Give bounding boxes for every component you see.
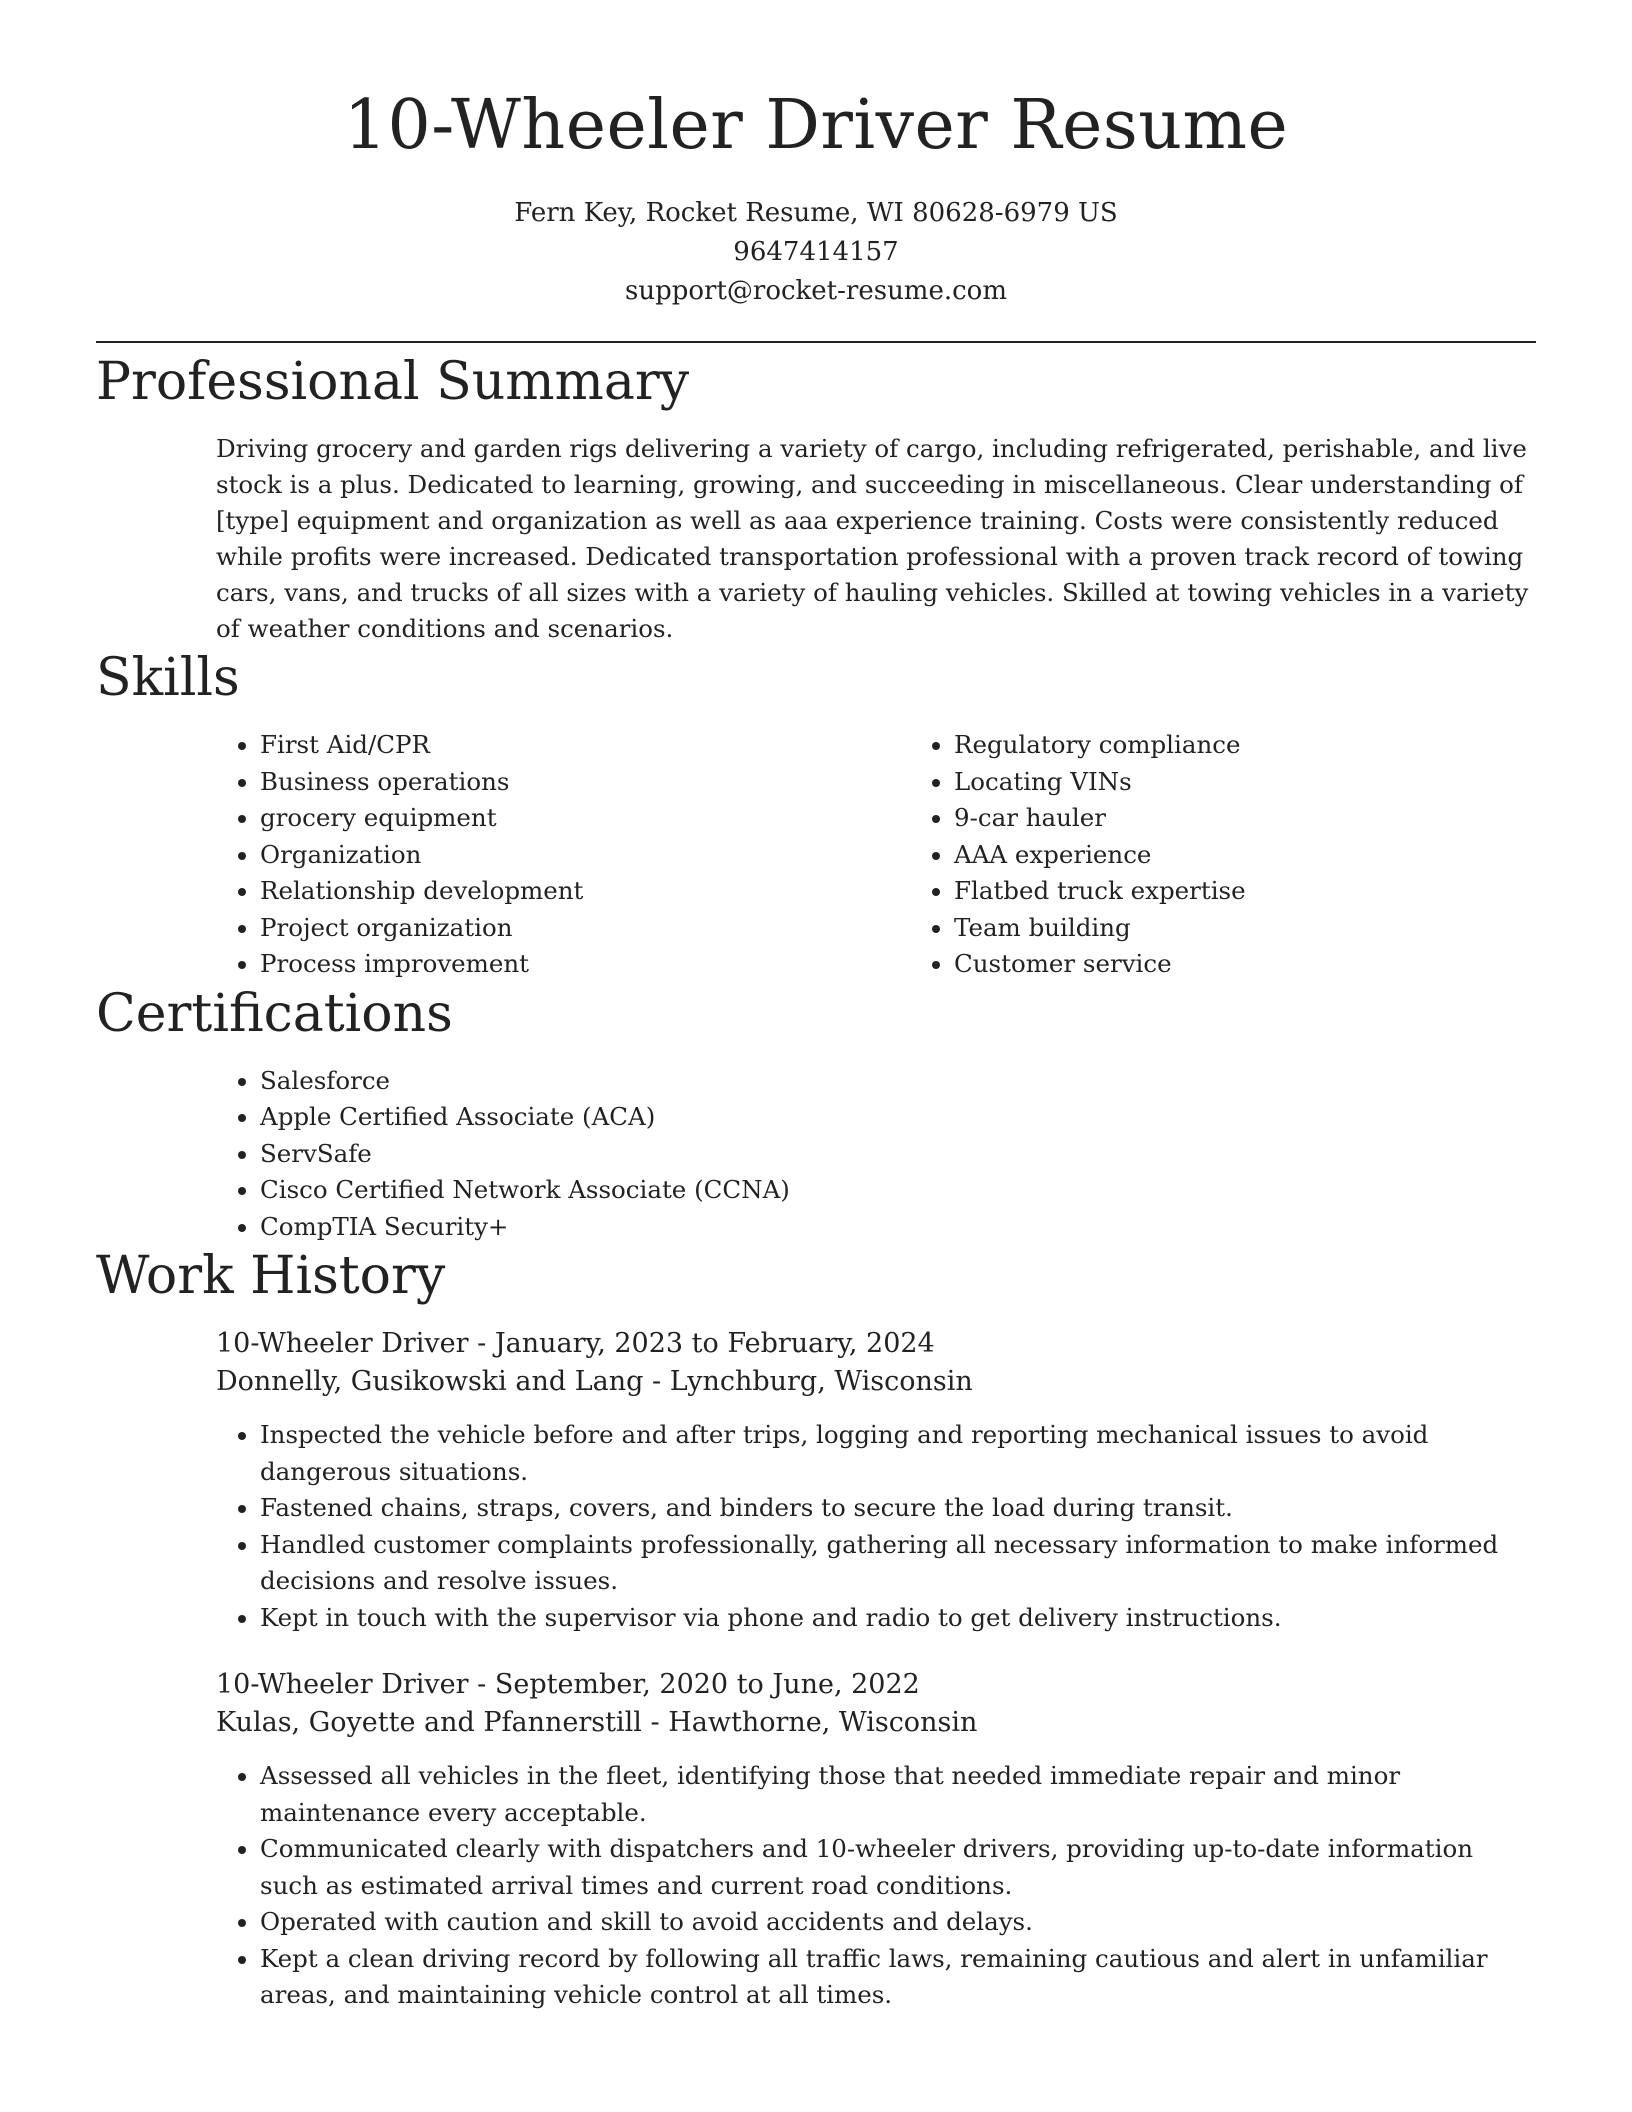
job-location: Hawthorne, Wisconsin	[668, 1707, 978, 1738]
certifications-list	[216, 1063, 1536, 1246]
skill-item: • Regulatory compliance	[954, 727, 1536, 764]
job-bullet: • Inspected the vehicle before and after trips, logging and reporting mechanical issues to avoid dangerous situations.	[260, 1417, 1536, 1490]
certification-item: • Salesforce	[260, 1063, 1536, 1100]
job-bullet: • Operated with caution and skill to avoid accidents and delays.	[260, 1904, 1536, 1941]
certification-item: • Apple Certified Associate (ACA)	[260, 1099, 1536, 1136]
resume-header	[96, 0, 1536, 311]
job-company-line	[216, 1704, 1536, 1742]
job-bullet: • Assessed all vehicles in the fleet, identifying those that needed immediate repair and minor maintenance every acceptable.	[260, 1758, 1536, 1831]
separator: -	[643, 1366, 670, 1397]
skill-item: • First Aid/CPR	[260, 727, 910, 764]
skill-item: • Locating VINs	[954, 764, 1536, 801]
contact-block	[96, 194, 1536, 311]
work-history-heading: Work History	[96, 1246, 446, 1306]
skill-item: • 9-car hauler	[954, 800, 1536, 837]
job-location: Lynchburg, Wisconsin	[669, 1366, 973, 1397]
skills-list-left	[216, 727, 910, 983]
certification-item: • CompTIA Security+	[260, 1209, 1536, 1246]
job-bullet: • Handled customer complaints professionally, gathering all necessary information to make informed decisions and resolve issues.	[260, 1527, 1536, 1600]
resume-title: 10-Wheeler Driver Resume	[343, 86, 1289, 165]
skill-item: • Relationship development	[260, 873, 910, 910]
skill-item: • Project organization	[260, 910, 910, 947]
job-title-line	[216, 1325, 1536, 1363]
certification-item: • ServSafe	[260, 1136, 1536, 1173]
job-entry	[216, 1666, 1536, 2014]
certifications-block	[216, 1063, 1536, 1246]
job-bullets	[216, 1417, 1536, 1636]
job-entry	[216, 1325, 1536, 1636]
job-dates: January, 2023 to February, 2024	[494, 1328, 935, 1359]
skill-item: • Process improvement	[260, 946, 910, 983]
separator: -	[468, 1669, 495, 1700]
contact-phone: 9647414157	[733, 237, 899, 267]
job-bullets	[216, 1758, 1536, 2014]
separator: -	[641, 1707, 669, 1738]
skill-item: • Business operations	[260, 764, 910, 801]
certifications-heading: Certifications	[96, 983, 453, 1044]
skill-item: • Flatbed truck expertise	[954, 873, 1536, 910]
skill-item: • grocery equipment	[260, 800, 910, 837]
skills-heading: Skills	[96, 648, 240, 708]
contact-email: support@rocket-resume.com	[624, 276, 1007, 306]
job-bullet: • Communicated clearly with dispatchers and 10-wheeler drivers, providing up-to-date information such as estimated arrival times and current road conditions.	[260, 1831, 1536, 1904]
skill-item: • Team building	[954, 910, 1536, 947]
summary-heading: Professional Summary	[96, 352, 690, 412]
skill-item: • Customer service	[954, 946, 1536, 983]
skill-item: • AAA experience	[954, 837, 1536, 874]
skill-item: • Organization	[260, 837, 910, 874]
job-bullet: • Kept in touch with the supervisor via phone and radio to get delivery instructions.	[260, 1600, 1536, 1637]
job-bullet: • Fastened chains, straps, covers, and binders to secure the load during transit.	[260, 1490, 1536, 1527]
separator: -	[468, 1328, 495, 1359]
job-company: Kulas, Goyette and Pfannerstill	[216, 1707, 642, 1738]
contact-address: Fern Key, Rocket Resume, WI 80628-6979 US	[514, 198, 1118, 228]
skills-list-right	[910, 727, 1536, 983]
certification-item: • Cisco Certified Network Associate (CCNA)	[260, 1172, 1536, 1209]
job-title: 10-Wheeler Driver	[216, 1328, 469, 1359]
job-dates: September, 2020 to June, 2022	[494, 1669, 920, 1700]
job-company-line	[216, 1363, 1536, 1401]
job-company: Donnelly, Gusikowski and Lang	[216, 1366, 644, 1397]
summary-text: Driving grocery and garden rigs delivering a variety of cargo, including refrigerated, perishable, and live stock is a plus. Dedicated to learning, growing, and succeeding in miscellaneous. Clear understanding of [type] equipment and organization as well as aaa experience training. Costs were consistently reduced while profits were increased. Dedicated transportation professional with a proven track record of towing cars, vans, and trucks of all sizes with a variety of hauling vehicles. Skilled at towing vehicles in a variety of weather conditions and scenarios.	[216, 434, 1529, 643]
header-divider	[96, 341, 1536, 343]
job-bullet: • Kept a clean driving record by following all traffic laws, remaining cautious and alert in unfamiliar areas, and maintaining vehicle control at all times.	[260, 1941, 1536, 2014]
skills-columns	[216, 727, 1536, 983]
job-title-line	[216, 1666, 1536, 1704]
job-title: 10-Wheeler Driver	[216, 1669, 469, 1700]
